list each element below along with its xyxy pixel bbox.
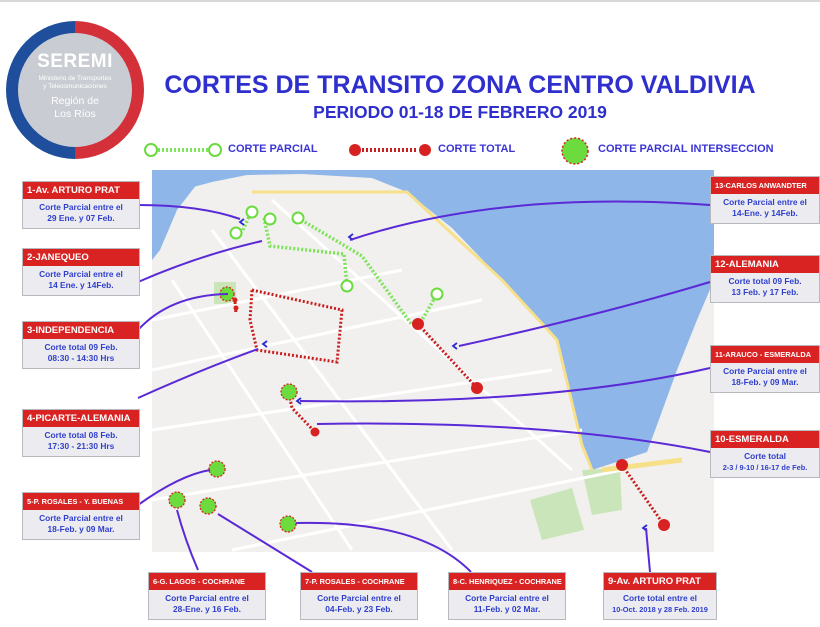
closure-box-line2: 2-3 / 9-10 / 16-17 de Feb. (722, 463, 808, 472)
closure-box-line2: 08:30 - 14:30 Hrs (47, 353, 115, 363)
endpoint (658, 519, 670, 531)
legend (0, 140, 820, 160)
closure-box-body (711, 363, 819, 392)
closure-box-line1: Corte Parcial entre el (165, 593, 249, 603)
legend-intersection-label: CORTE PARCIAL INTERSECCION (598, 143, 774, 155)
closure-box-12[interactable] (710, 255, 820, 303)
closure-box-body (149, 590, 265, 619)
closure-box-6[interactable] (148, 572, 266, 620)
closure-box-line1: Corte Parcial entre el (39, 513, 123, 523)
endpoint (247, 207, 258, 218)
closure-box-line1: Corte Parcial entre el (723, 366, 807, 376)
legend-total-label: CORTE TOTAL (438, 143, 516, 155)
closure-box-title: 3-INDEPENDENCIA (23, 322, 139, 339)
closure-box-line1: Corte total entre el (623, 593, 697, 603)
closure-box-body (23, 266, 139, 295)
closure-box-line2: 28-Ene. y 16 Feb. (173, 604, 241, 614)
top-divider (0, 0, 820, 2)
closure-box-line2: 18-Feb. y 09 Mar. (731, 377, 799, 387)
closure-box-8[interactable] (448, 572, 566, 620)
closure-box-line2: 11-Feb. y 02 Mar. (473, 604, 541, 614)
intersection-arauco-esmeralda (281, 384, 297, 400)
legend-partial-symbol (142, 140, 232, 160)
closure-box-line1: Corte Parcial entre el (39, 269, 123, 279)
closure-box-body (449, 590, 565, 619)
closure-box-title: 5-P. ROSALES - Y. BUENAS (23, 493, 139, 510)
closure-box-line1: Corte Parcial entre el (317, 593, 401, 603)
endpoint (231, 228, 242, 239)
intersection-rosales-cochrane (200, 498, 216, 514)
endpoint (265, 214, 276, 225)
logo-ministry-line2: y Telecomunicaciones (43, 83, 107, 90)
logo-inner (18, 33, 132, 147)
closure-box-13[interactable] (710, 176, 820, 224)
endpoint (616, 459, 628, 471)
closure-box-title: 7-P. ROSALES - COCHRANE (301, 573, 417, 590)
closure-box-11[interactable] (710, 345, 820, 393)
closure-box-3[interactable] (22, 321, 140, 369)
closure-box-line1: Corte total (744, 451, 786, 461)
endpoint (412, 318, 424, 330)
closure-box-body (711, 448, 819, 477)
closure-box-title: 13-CARLOS ANWANDTER (711, 177, 819, 194)
closure-box-line1: Corte Parcial entre el (723, 197, 807, 207)
closure-box-line2: 14 Ene. y 14Feb. (48, 280, 114, 290)
closure-box-line1: Corte total 09 Feb. (728, 276, 802, 286)
closure-box-body (604, 590, 716, 619)
closure-box-body (23, 427, 139, 456)
closure-box-line2: 14-Ene. y 14Feb. (732, 208, 798, 218)
closure-box-body (23, 339, 139, 368)
closure-box-line2: 17:30 - 21:30 Hrs (47, 441, 115, 451)
closure-box-line2: 18-Feb. y 09 Mar. (47, 524, 115, 534)
closure-box-2[interactable] (22, 248, 140, 296)
logo-ministry (24, 75, 126, 91)
legend-total-symbol (346, 140, 436, 160)
logo-region-line2: Los Ríos (54, 108, 96, 120)
closure-box-title: 4-PICARTE-ALEMANIA (23, 410, 139, 427)
closure-box-body (23, 199, 139, 228)
logo-title: SEREMI (37, 51, 113, 72)
closure-box-line2: 10-Oct. 2018 y 28 Feb. 2019 (612, 605, 708, 614)
city-map[interactable] (152, 170, 714, 552)
closure-box-title: 6-G. LAGOS - COCHRANE (149, 573, 265, 590)
closure-box-line1: Corte total 09 Feb. (44, 342, 118, 352)
closure-box-title: 11-ARAUCO - ESMERALDA (711, 346, 819, 363)
endpoint (471, 382, 483, 394)
endpoint (293, 213, 304, 224)
page-title: CORTES DE TRANSITO ZONA CENTRO VALDIVIA (164, 71, 756, 99)
closure-box-line1: Corte total 08 Feb. (44, 430, 118, 440)
closure-box-title: 10-ESMERALDA (711, 431, 819, 448)
closure-box-line2: 04-Feb. y 23 Feb. (325, 604, 393, 614)
logo-region-line1: Región de (51, 95, 99, 107)
closure-box-body (711, 273, 819, 302)
endpoint (432, 289, 443, 300)
intersection-independencia (220, 287, 234, 301)
seremi-logo (6, 21, 144, 159)
closure-box-title: 12-ALEMANIA (711, 256, 819, 273)
closure-box-line2: 13 Feb. y 17 Feb. (731, 287, 799, 297)
closure-box-title: 8-C. HENRIQUEZ - COCHRANE (449, 573, 565, 590)
closure-box-9[interactable] (603, 572, 717, 620)
endpoint (234, 306, 239, 311)
closure-box-line1: Corte Parcial entre el (39, 202, 123, 212)
closure-box-body (711, 194, 819, 223)
intersection-lagos-cochrane (169, 492, 185, 508)
closure-box-title: 1-Av. ARTURO PRAT (23, 182, 139, 199)
logo-region (18, 95, 132, 121)
closure-box-5[interactable] (22, 492, 140, 540)
legend-intersection-symbol (557, 135, 597, 167)
intersection-henriquez-cochrane (280, 516, 296, 532)
endpoint (311, 428, 320, 437)
logo-ministry-line1: Ministerio de Transportes (38, 75, 112, 82)
closure-box-4[interactable] (22, 409, 140, 457)
closure-box-title: 2-JANEQUEO (23, 249, 139, 266)
intersection-rosales-ybuenas (209, 461, 225, 477)
closure-box-1[interactable] (22, 181, 140, 229)
legend-partial-label: CORTE PARCIAL (228, 143, 318, 155)
closure-box-line1: Corte Parcial entre el (465, 593, 549, 603)
closure-box-title: 9-Av. ARTURO PRAT (604, 573, 716, 590)
endpoint (342, 281, 353, 292)
closure-box-line2: 29 Ene. y 07 Feb. (47, 213, 115, 223)
closure-box-10[interactable] (710, 430, 820, 478)
closure-box-body (301, 590, 417, 619)
closure-box-body (23, 510, 139, 539)
page-subtitle: PERIODO 01-18 DE FEBRERO 2019 (313, 102, 607, 122)
closure-box-7[interactable] (300, 572, 418, 620)
